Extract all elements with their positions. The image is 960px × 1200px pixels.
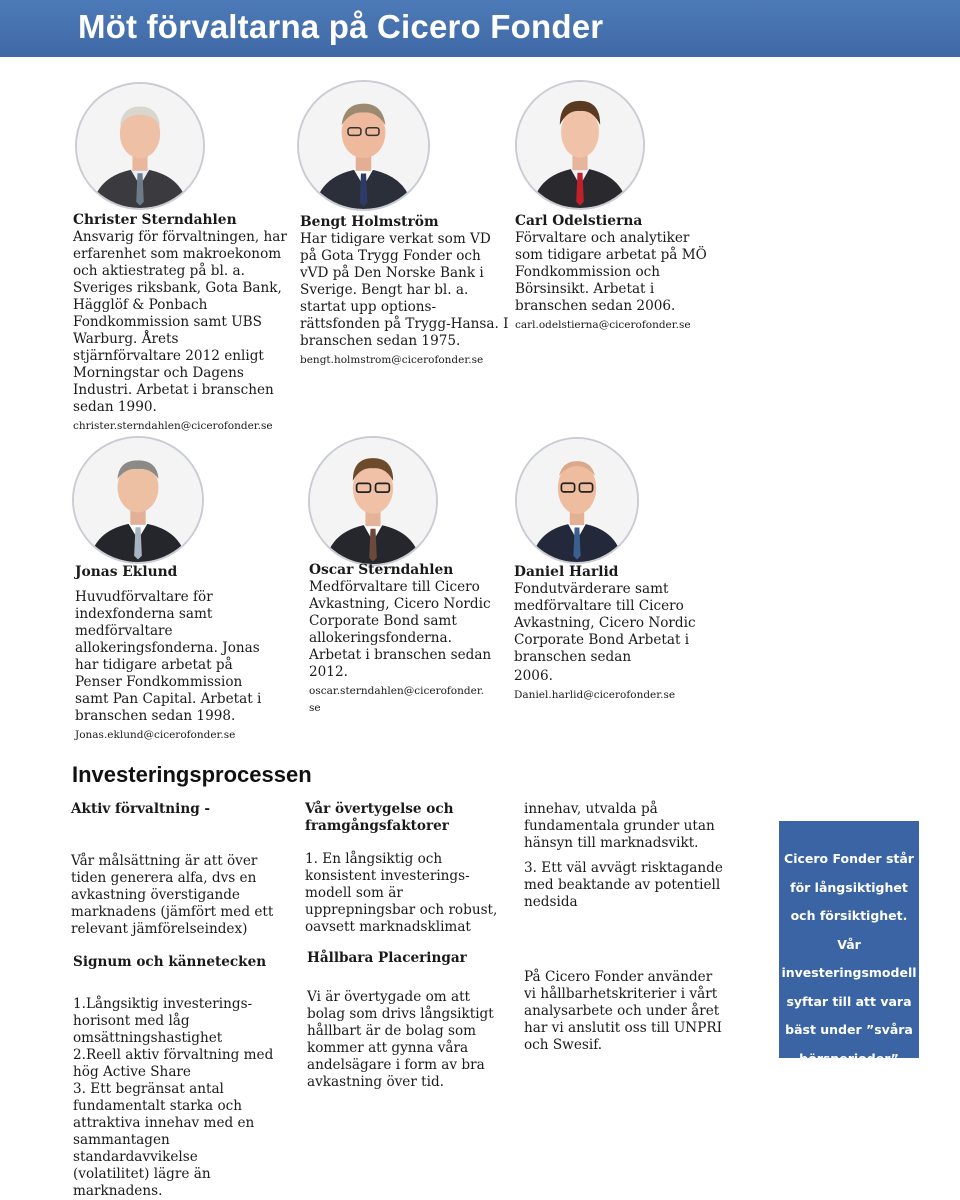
- manager-name: Oscar Sterndahlen: [309, 562, 454, 578]
- manager-name: Carl Odelstierna: [515, 213, 643, 229]
- list-item-3: 3. Ett begränsat antal fundamentalt starka och attraktiva innehav med en sammantagen standardavvikelse (volatilitet) lägre än marknadens.: [73, 1081, 255, 1199]
- heading-aktiv-forvaltning: Aktiv förvaltning -: [71, 801, 211, 817]
- manager-name: Christer Sterndahlen: [73, 212, 237, 228]
- portrait-bengt-holmstrom: [297, 80, 430, 211]
- manager-email[interactable]: christer.sterndahlen@cicerofonder.se: [73, 420, 273, 432]
- heading-overtygelse: Vår övertygelse och framgångsfaktorer: [305, 801, 454, 834]
- manager-name: Daniel Harlid: [514, 564, 619, 580]
- bio-christer-sterndahlen: [73, 212, 288, 435]
- process-column-1: [71, 801, 276, 1200]
- list-item-2: 2.Reell aktiv förvaltning med hög Active Share: [73, 1047, 274, 1080]
- callout-box: Cicero Fonder står för långsiktighet och försiktighet. Vår investeringsmodell syftar till att vara bäst under ”svåra börsperioder”: [779, 821, 919, 1058]
- process-column-2: [305, 801, 500, 1091]
- bio-oscar-sterndahlen: [309, 562, 494, 717]
- paragraph-langsiktig-modell: 1. En långsiktig och konsistent investerings-modell som är upprepningsbar och robust, oavsett marknadsklimat: [305, 851, 498, 935]
- manager-bio: Huvudförvaltare för indexfonderna samt medförvaltare allokeringsfonderna. Jonas har tidigare arbetat på Penser Fondkommission samt Pan Capital. Arbetat i branschen sedan 1998.: [75, 589, 262, 724]
- heading-signum: Signum och kännetecken: [73, 954, 267, 970]
- page-title: Möt förvaltarna på Cicero Fonder: [78, 8, 604, 45]
- manager-bio: Förvaltare och analytiker som tidigare arbetat på MÖ Fondkommission och Börsinsikt. Arbetat i branschen sedan 2006.: [515, 230, 707, 314]
- manager-bio: Medförvaltare till Cicero Avkastning, Cicero Nordic Corporate Bond samt allokeringsfonderna. Arbetat i branschen sedan 2012.: [309, 579, 492, 680]
- portrait-carl-odelstierna: [515, 80, 645, 210]
- process-column-3: [524, 801, 724, 1054]
- paragraph-hallbarhet: Vi är övertygade om att bolag som drivs långsiktigt hållbart är de bolag som kommer att gynna våra andelsägare i form av bra avkastning över tid.: [307, 989, 494, 1090]
- bio-jonas-eklund: [75, 564, 280, 744]
- bio-daniel-harlid: [514, 564, 709, 704]
- manager-email[interactable]: Jonas.eklund@cicerofonder.se: [75, 729, 236, 741]
- portrait-daniel-harlid: [515, 437, 639, 564]
- manager-bio: Ansvarig för förvaltningen, har erfarenhet som makroekonom och aktiestrateg på bl. a. Sveriges riksbank, Gota Bank, Hägglöf & Ponbach Fondkommission samt UBS Warburg. Årets stjärnförvaltare 2012 enligt Morningstar och Dagens Industri. Arbetat i branschen sedan 1990.: [73, 229, 287, 415]
- paragraph-innehav: innehav, utvalda på fundamentala grunder utan hänsyn till marknadsvikt.: [524, 801, 715, 851]
- bio-carl-odelstierna: [515, 213, 715, 334]
- manager-bio: Fondutvärderare samt medförvaltare till Cicero Avkastning, Cicero Nordic Corporate Bond Arbetat i branschen sedan: [514, 581, 696, 665]
- section-title-investeringsprocessen: Investeringsprocessen: [72, 762, 312, 787]
- page-header: [0, 0, 960, 57]
- paragraph-unpri: På Cicero Fonder använder vi hållbarhetskriterier i vårt analysarbete och under året har vi anslutit oss till UNPRI och Swesif.: [524, 969, 722, 1053]
- portrait-christer-sterndahlen: [75, 82, 205, 210]
- manager-name: Jonas Eklund: [75, 564, 178, 580]
- paragraph-risktagande: 3. Ett väl avvägt risktagande med beaktande av potentiell nedsida: [524, 860, 723, 910]
- portrait-oscar-sterndahlen: [308, 436, 438, 566]
- manager-email[interactable]: carl.odelstierna@cicerofonder.se: [515, 319, 691, 331]
- manager-email[interactable]: oscar.sterndahlen@cicerofonder.se: [309, 685, 485, 714]
- portrait-jonas-eklund: [72, 436, 204, 564]
- manager-email[interactable]: bengt.holmstrom@cicerofonder.se: [300, 354, 484, 366]
- paragraph-malsattning: Vår målsättning är att över tiden generera alfa, dvs en avkastning överstigande marknadens (jämfört med ett relevant jämförelseindex): [71, 853, 274, 937]
- manager-bio: Har tidigare verkat som VD på Gota Trygg Fonder och vVD på Den Norske Bank i Sverige. Bengt har bl. a. startat upp options-rättsfonden på Trygg-Hansa. I branschen sedan 1975.: [300, 231, 509, 349]
- heading-hallbara-placeringar: Hållbara Placeringar: [307, 950, 467, 966]
- bio-bengt-holmstrom: [300, 214, 510, 369]
- manager-email[interactable]: Daniel.harlid@cicerofonder.se: [514, 689, 676, 701]
- list-item-1: 1.Långsiktig investerings-horisont med låg omsättningshastighet: [73, 996, 253, 1046]
- manager-name: Bengt Holmström: [300, 214, 439, 230]
- manager-start-year: 2006.: [514, 668, 553, 684]
